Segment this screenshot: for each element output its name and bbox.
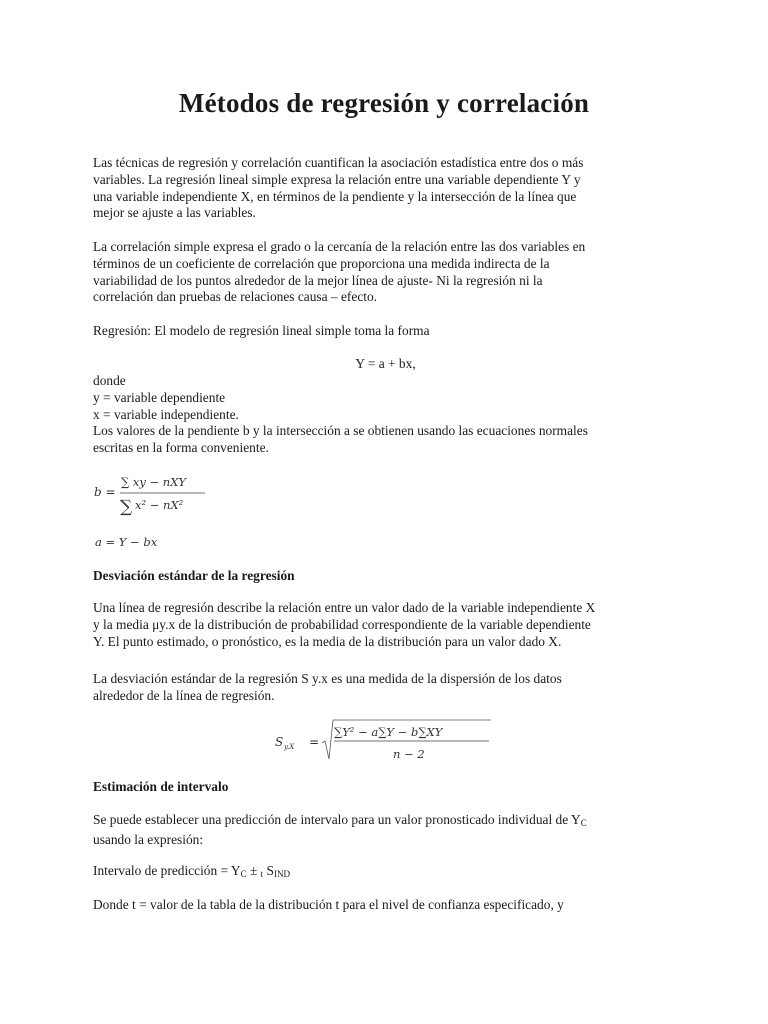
text-fragment: Intervalo de predicción = Y [93,863,241,878]
text-line: variabilidad de los puntos alrededor de la mejor línea de ajuste- Ni la regresión ni la [93,272,543,288]
slope-denominator: x² − nX² [135,498,184,512]
plus-minus: ± [246,863,261,878]
heading-text: Desviación estándar de la regresión [93,568,295,583]
text-line: alrededor de la línea de regresión. [93,687,275,703]
std-error-lhs-sub: y.X [284,743,295,751]
std-error-equation [273,717,493,763]
text-line: donde [93,373,126,388]
subscript: IND [273,869,290,879]
intercept-text: a = Y − bx [95,535,158,549]
text-line: La correlación simple expresa el grado o la cercanía de la relación entre las dos variables en [93,239,586,254]
std-error-denominator: n − 2 [393,747,425,761]
paragraph-correlation [93,239,678,306]
heading-text: Estimación de intervalo [93,779,229,794]
text-line: usando la expresión: [93,831,204,847]
slope-equation [93,472,223,520]
text-line: Donde t = valor de la tabla de la distribución t para el nivel de confianza especificado, y [93,897,564,912]
slope-lhs: b = [94,485,116,499]
paragraph-intro [93,155,678,222]
prediction-interval-formula [93,863,678,883]
section-heading-std-dev [93,568,678,585]
text-line: Y. El punto estimado, o pronóstico, es la media de la distribución para un valor dado X. [93,633,562,649]
text-line: una variable independiente X, en términos de la pendiente y la intersección de la línea que [93,188,577,204]
std-error-lhs: S [275,735,284,749]
text-line: términos de un coeficiente de correlación que proporciona una medida indirecta de la [93,255,550,271]
variable-definitions [93,373,678,457]
text-line: La desviación estándar de la regresión S y.x es una medida de la dispersión de los datos [93,671,562,686]
slope-numerator: ∑ xy − nXY [121,475,186,489]
paragraph-std-dev [93,671,678,705]
text-line: Una línea de regresión describe la relación entre un valor dado de la variable independiente X [93,600,596,615]
text-line: variables. La regresión lineal simple expresa la relación entre una variable dependiente Y y [93,171,581,187]
regression-formula [93,356,678,373]
page-title: Métodos de regresión y correlación [178,88,590,118]
std-error-numerator: ∑Y² − a∑Y − b∑XY [334,725,443,739]
std-error-equals: = [309,735,320,749]
text-line [93,863,678,883]
paragraph-regression-model [93,323,678,340]
text-fragment: S [263,863,274,878]
text-line: y la media μy.x de la distribución de probabilidad correspondiente de la variable dependiente [93,616,591,632]
section-heading-interval [93,779,678,796]
subscript: C [240,869,247,879]
subscript: C [580,818,587,828]
text-line: escritas en la forma conveniente. [93,440,269,456]
text-line: Regresión: El modelo de regresión lineal simple toma la forma [93,323,430,338]
paragraph-t-definition [93,897,678,914]
sigma-symbol: ∑ [120,497,133,517]
paragraph-regression-line [93,600,678,650]
paragraph-interval [93,812,678,849]
intercept-equation [94,533,184,551]
text-line: y = variable dependiente [93,389,226,405]
subscript: t [260,869,264,879]
text-fragment: Se puede establecer una predicción de intervalo para un valor pronosticado individual de Y [93,812,581,827]
formula-text: Y = a + bx, [355,356,416,371]
text-line: correlación dan pruebas de relaciones causa – efecto. [93,289,378,305]
text-line: Las técnicas de regresión y correlación cuantifican la asociación estadística entre dos o más [93,155,584,170]
text-line: mejor se ajuste a las variables. [93,205,256,221]
text-line: x = variable independiente. [93,406,239,422]
text-line: Los valores de la pendiente b y la intersección a se obtienen usando las ecuaciones normales [93,423,588,439]
text-line [93,812,678,832]
